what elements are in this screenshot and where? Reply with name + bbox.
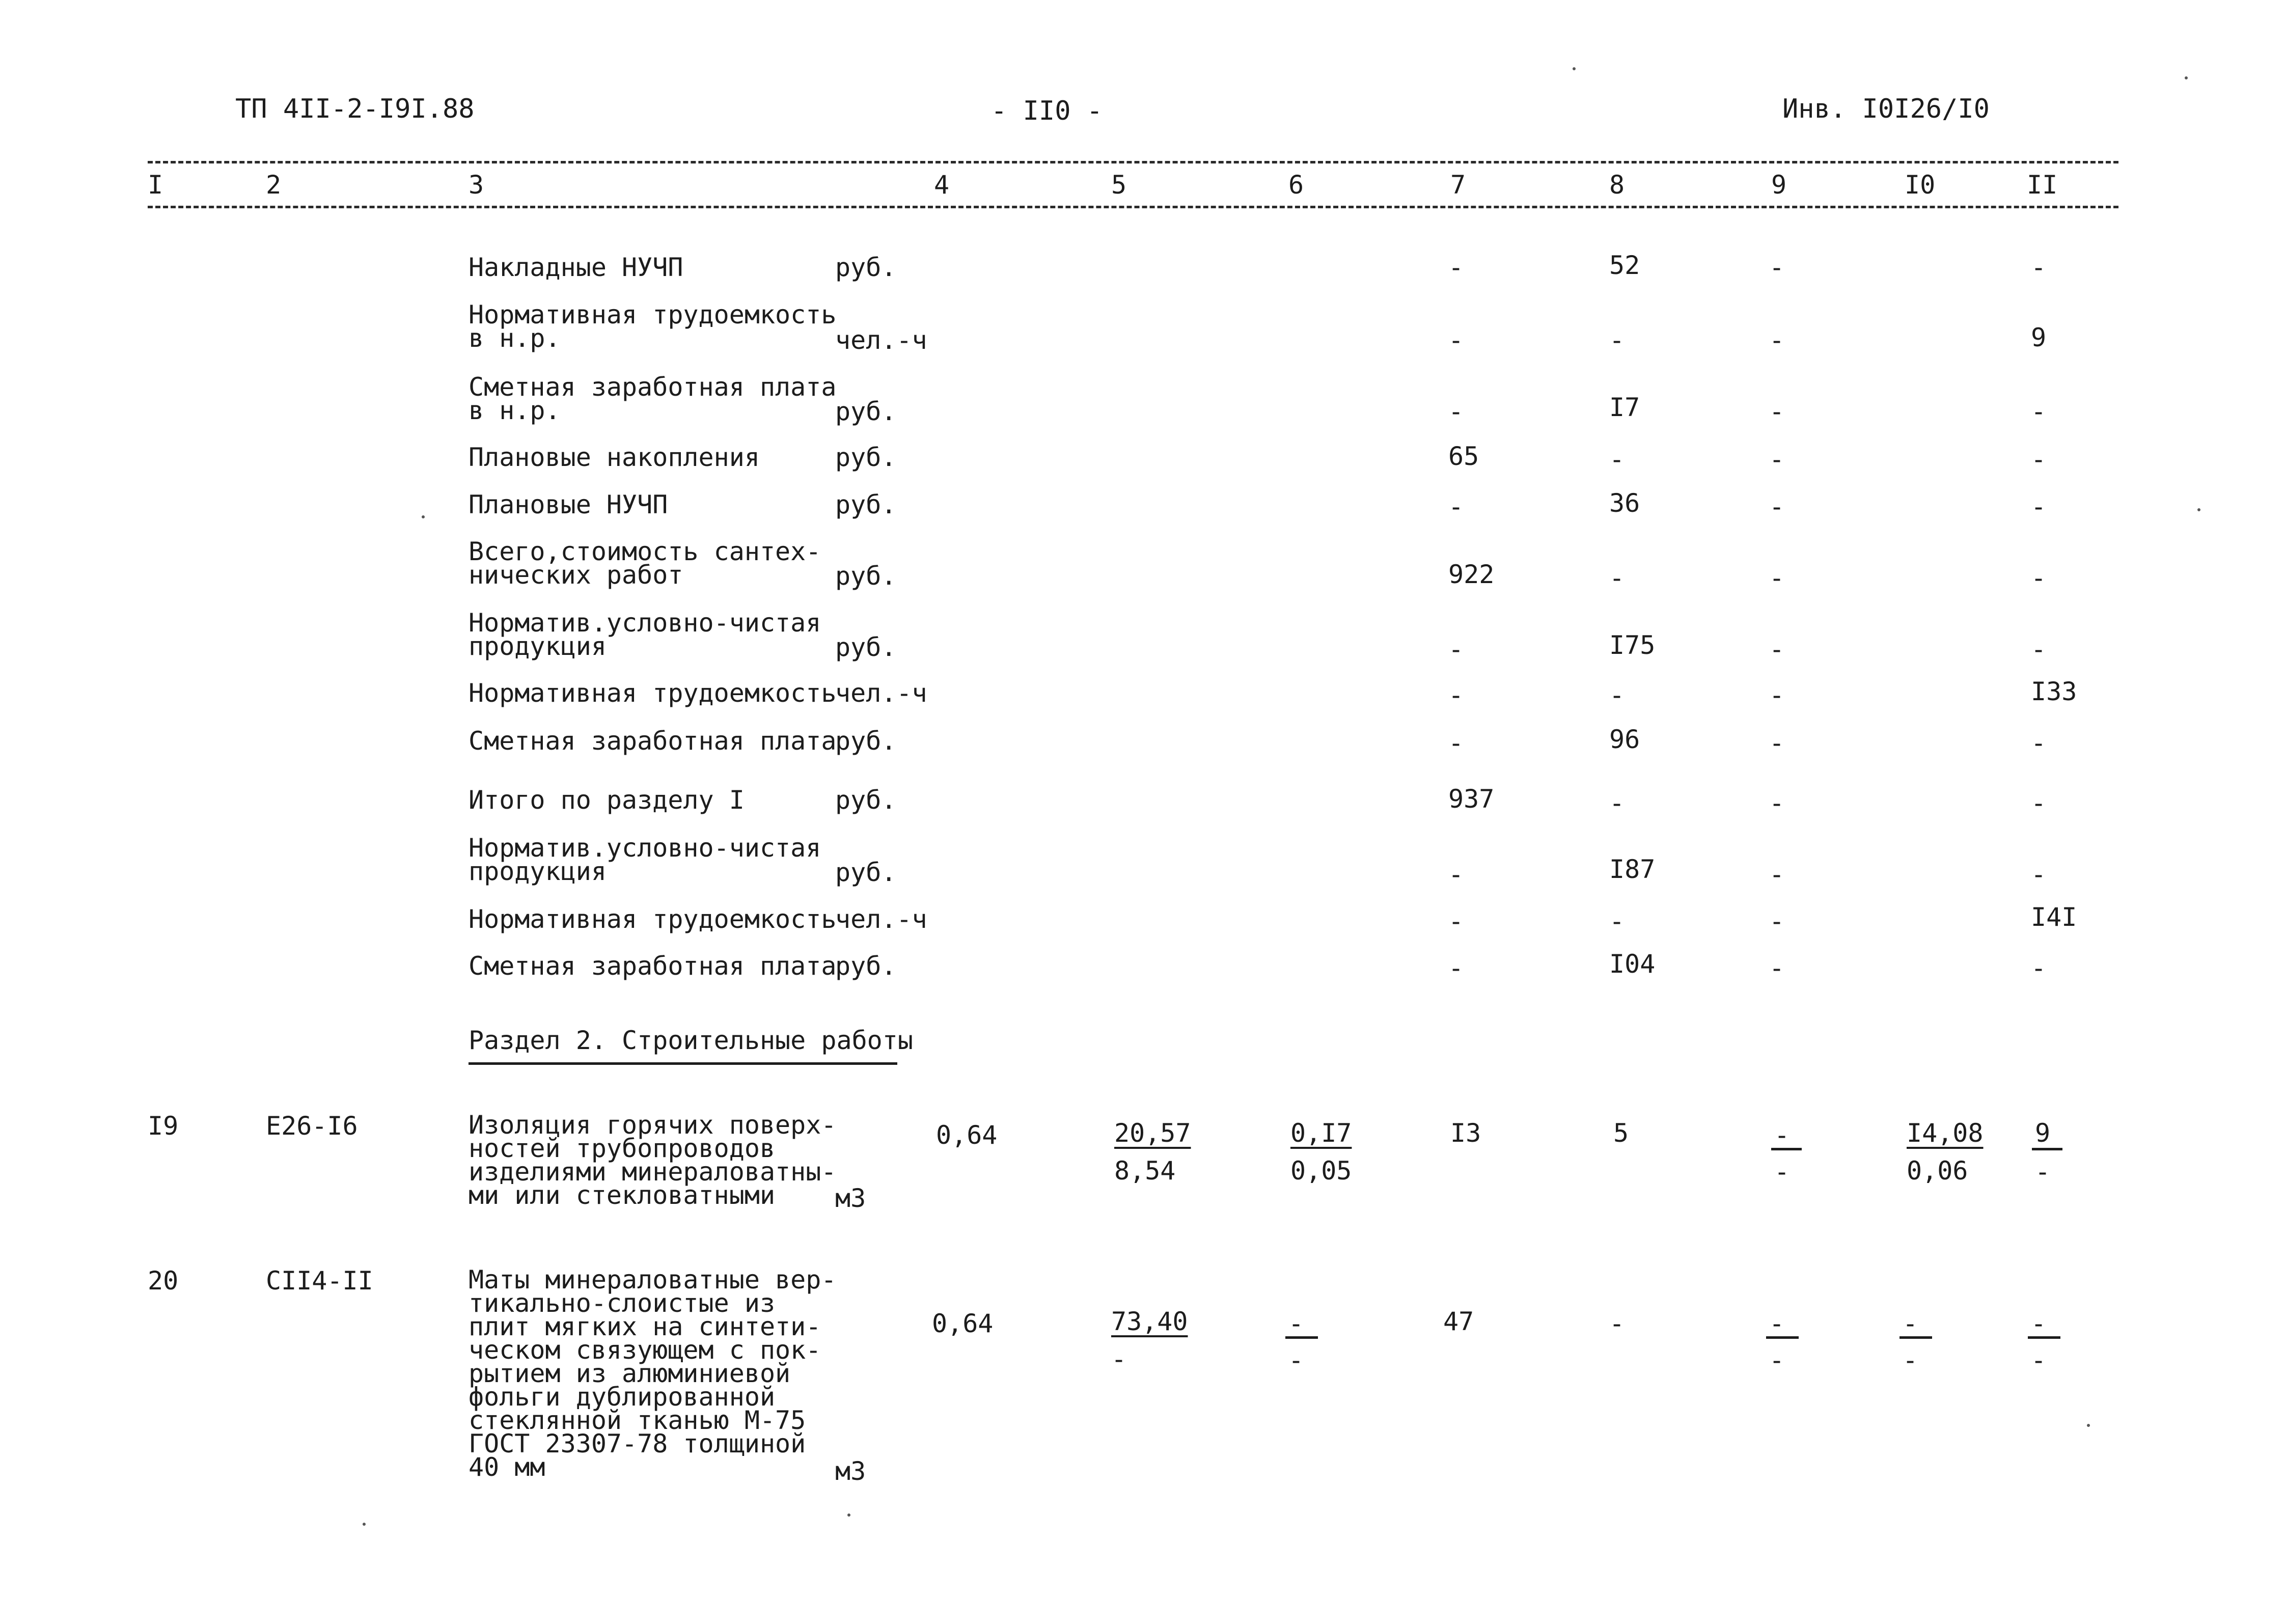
inventory-number: Инв. I0I26/I0 — [1782, 94, 1990, 124]
row-col11: - — [2031, 253, 2047, 282]
item-col5-bottom: - — [1111, 1344, 1127, 1374]
row-col7: - — [1448, 325, 1464, 355]
row-col11: I33 — [2031, 677, 2077, 706]
item-description: Изоляция горячих поверх- ностей трубопроводов изделиями минераловатны- ми или стекловатными — [469, 1110, 837, 1210]
column-number: 7 — [1450, 170, 1466, 200]
row-unit: руб. — [835, 726, 897, 756]
item-col11-top: 9 — [2035, 1118, 2051, 1148]
row-col11: - — [2031, 445, 2047, 474]
item-unit: м3 — [835, 1183, 866, 1213]
row-name: Сметная заработная плата — [469, 726, 837, 756]
item-quantity: 0,64 — [936, 1120, 998, 1150]
row-col8: I7 — [1609, 393, 1640, 422]
row-name: Нормативная трудоемкость — [469, 904, 837, 934]
row-name: Нормативная трудоемкость в н.р. — [469, 300, 837, 353]
item-number: 20 — [148, 1266, 179, 1296]
item-col6-bottom: - — [1288, 1345, 1304, 1375]
scan-speck — [1573, 67, 1576, 70]
item-quantity: 0,64 — [932, 1309, 994, 1338]
column-number: 4 — [934, 170, 950, 200]
row-unit: чел.-ч — [835, 904, 927, 934]
row-col9: - — [1769, 906, 1785, 936]
item-col9-fraction-line — [1766, 1336, 1799, 1339]
row-col11: - — [2031, 860, 2047, 889]
row-name: Итого по разделу I — [469, 785, 745, 815]
row-col7: - — [1448, 906, 1464, 936]
row-col9: - — [1769, 492, 1785, 521]
row-col7: 922 — [1448, 560, 1495, 589]
row-name: Накладные НУЧП — [469, 253, 683, 282]
item-col7: I3 — [1450, 1118, 1481, 1148]
row-col9: - — [1769, 253, 1785, 282]
column-number: II — [2027, 170, 2058, 200]
item-description: Маты минераловатные вер- тикально-слоистые из плит мягких на синтети- ческом связующем с пок- рытием из алюминиевой фольги дублированной стеклянной тканью М-75 ГОСТ 23307-78 толщиной 40 мм — [469, 1265, 837, 1482]
row-col8: 52 — [1609, 251, 1640, 280]
row-unit: руб. — [835, 785, 897, 815]
row-col9: - — [1769, 397, 1785, 426]
section-heading: Раздел 2. Строительные работы — [469, 1026, 913, 1055]
item-col6-top: 0,I7 — [1290, 1118, 1352, 1148]
item-col6-top: - — [1288, 1309, 1304, 1338]
row-col11: - — [2031, 563, 2047, 593]
row-col8: - — [1609, 906, 1625, 936]
row-col7: - — [1448, 728, 1464, 758]
row-col8: I75 — [1609, 630, 1656, 660]
item-col9-top: - — [1769, 1309, 1785, 1338]
row-col9: - — [1769, 788, 1785, 818]
item-col5-top: 73,40 — [1111, 1307, 1188, 1336]
row-name: Плановые НУЧП — [469, 490, 668, 519]
document-code: ТП 4II-2-I9I.88 — [235, 94, 475, 124]
item-col9-fraction-line — [1771, 1148, 1802, 1150]
item-unit: м3 — [835, 1456, 866, 1486]
item-col5-bottom: 8,54 — [1114, 1156, 1176, 1186]
row-name: Нормативная трудоемкость — [469, 678, 837, 708]
item-col9-bottom: - — [1769, 1345, 1785, 1375]
row-col7: - — [1448, 253, 1464, 282]
header-rule-top — [148, 161, 2118, 163]
column-number: 3 — [469, 170, 484, 200]
column-number: I — [148, 170, 163, 200]
row-col8: I04 — [1609, 949, 1656, 979]
item-col11-bottom: - — [2035, 1157, 2051, 1187]
row-name: Норматив.условно-чистая продукция — [469, 608, 821, 661]
item-col10-top: - — [1903, 1309, 1918, 1338]
scan-speck — [363, 1523, 366, 1526]
row-unit: руб. — [835, 561, 897, 591]
scan-speck — [2185, 76, 2188, 79]
row-col8: - — [1609, 788, 1625, 818]
column-number: 5 — [1111, 170, 1127, 200]
row-col9: - — [1769, 680, 1785, 710]
column-number: 2 — [266, 170, 282, 200]
row-col9: - — [1769, 563, 1785, 593]
row-col9: - — [1769, 728, 1785, 758]
row-unit: руб. — [835, 632, 897, 662]
row-col7: 65 — [1448, 442, 1479, 471]
row-unit: руб. — [835, 951, 897, 981]
item-col6-bottom: 0,05 — [1290, 1156, 1352, 1186]
item-col9-top: - — [1774, 1120, 1790, 1150]
row-col8: - — [1609, 445, 1625, 474]
row-col7: 937 — [1448, 784, 1495, 814]
row-name: Всего,стоимость сантех- нических работ — [469, 537, 821, 590]
row-col11: - — [2031, 953, 2047, 983]
row-name: Сметная заработная плата — [469, 951, 837, 981]
scan-speck — [847, 1513, 850, 1517]
row-col11: - — [2031, 397, 2047, 426]
row-unit: руб. — [835, 858, 897, 887]
row-col8: 36 — [1609, 488, 1640, 518]
column-number: 9 — [1771, 170, 1787, 200]
section-heading-underline — [469, 1062, 897, 1065]
row-col7: - — [1448, 860, 1464, 889]
row-col11: - — [2031, 492, 2047, 521]
item-col6-fraction-line — [1285, 1336, 1318, 1339]
item-col8: 5 — [1613, 1118, 1629, 1148]
row-col11: - — [2031, 728, 2047, 758]
row-col8: - — [1609, 680, 1625, 710]
row-col7: - — [1448, 953, 1464, 983]
row-col9: - — [1769, 635, 1785, 664]
row-col8: - — [1609, 563, 1625, 593]
row-col11: I4I — [2031, 902, 2077, 932]
scan-speck — [422, 515, 425, 518]
item-col7: 47 — [1443, 1307, 1474, 1336]
item-col8: - — [1609, 1309, 1625, 1338]
row-name: Плановые накопления — [469, 443, 760, 472]
row-unit: руб. — [835, 490, 897, 519]
row-col8: 96 — [1609, 725, 1640, 754]
item-col10-top: I4,08 — [1907, 1118, 1984, 1148]
scan-speck — [2197, 508, 2200, 511]
row-col11: - — [2031, 635, 2047, 664]
row-name: Сметная заработная плата в н.р. — [469, 372, 837, 425]
row-col7: - — [1448, 492, 1464, 521]
row-unit: чел.-ч — [835, 325, 927, 355]
row-unit: руб. — [835, 397, 897, 426]
row-unit: руб. — [835, 443, 897, 472]
item-col10-bottom: 0,06 — [1907, 1156, 1968, 1186]
row-col8: - — [1609, 325, 1625, 355]
scan-speck — [2087, 1424, 2090, 1427]
item-col11-fraction-line — [2028, 1336, 2060, 1339]
item-code: СII4-II — [266, 1266, 373, 1296]
item-code: Е26-I6 — [266, 1111, 358, 1141]
item-col11-fraction-line — [2032, 1148, 2062, 1150]
page-number: - II0 - — [991, 96, 1103, 126]
column-number: I0 — [1905, 170, 1936, 200]
row-col11: 9 — [2031, 323, 2047, 352]
row-col7: - — [1448, 397, 1464, 426]
item-number: I9 — [148, 1111, 179, 1141]
row-name: Норматив.условно-чистая продукция — [469, 833, 821, 886]
row-col9: - — [1769, 325, 1785, 355]
row-unit: чел.-ч — [835, 678, 927, 708]
item-col11-top: - — [2031, 1309, 2047, 1338]
item-col10-bottom: - — [1903, 1345, 1918, 1375]
item-col11-bottom: - — [2031, 1345, 2047, 1375]
header-rule-bottom — [148, 206, 2118, 208]
row-col9: - — [1769, 860, 1785, 889]
item-col9-bottom: - — [1774, 1157, 1790, 1187]
row-col9: - — [1769, 445, 1785, 474]
column-number: 8 — [1609, 170, 1625, 200]
row-col7: - — [1448, 635, 1464, 664]
column-number: 6 — [1288, 170, 1304, 200]
row-unit: руб. — [835, 253, 897, 282]
row-col7: - — [1448, 680, 1464, 710]
row-col8: I87 — [1609, 855, 1656, 884]
row-col9: - — [1769, 953, 1785, 983]
row-col11: - — [2031, 788, 2047, 818]
item-col5-top: 20,57 — [1114, 1118, 1191, 1148]
item-col10-fraction-line — [1899, 1336, 1932, 1339]
